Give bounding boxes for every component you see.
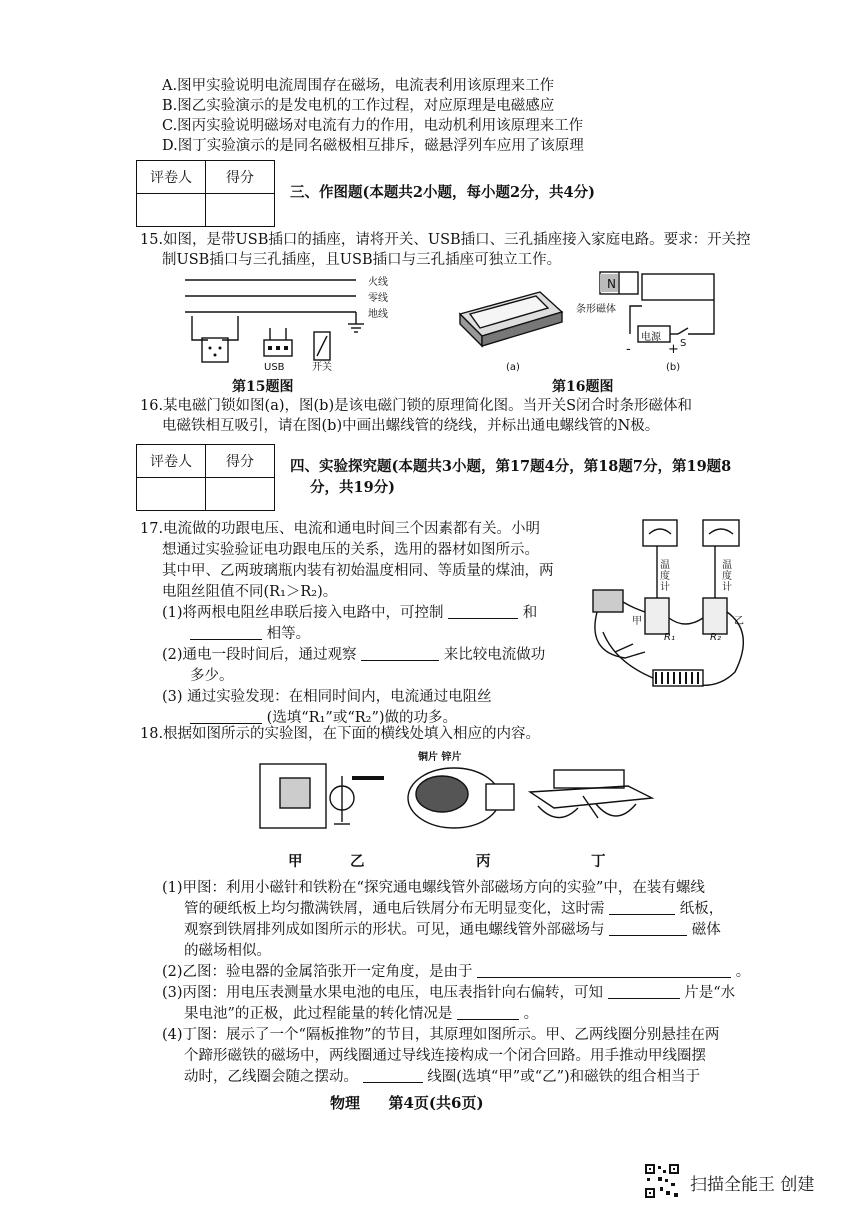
q15-line2: 制USB插口与三孔插座，且USB插口与三孔插座可独立工作。 xyxy=(162,252,562,268)
q17-sub2-text: (2)通电一段时间后，通过观察 xyxy=(162,647,357,663)
q18-p2-end: 。 xyxy=(735,964,751,980)
q17-sub1-cont xyxy=(190,624,310,644)
q18-p1-line4: 的磁场相似。 xyxy=(184,943,271,959)
q18-p4-text: 动时，乙线圈会随之摆动。 xyxy=(184,1069,358,1085)
q18-experiments-figure xyxy=(258,758,658,838)
qr-code-icon xyxy=(644,1163,680,1199)
score-header: 得分 xyxy=(206,445,275,478)
q18-p2-text: (2)乙图：验电器的金属箔张开一定角度，是由于 xyxy=(162,964,473,980)
q17-line3: 其中甲、乙两玻璃瓶内装有初始温度相同、等质量的煤油，两 xyxy=(162,563,554,579)
n-pole-label: N xyxy=(607,277,616,291)
reviewer-cell xyxy=(137,194,206,227)
r1-label: R₁ xyxy=(664,632,675,643)
thermometer-label-2: 温度计 xyxy=(722,560,732,593)
q17-line2: 想通过实验验证电功跟电压的关系，选用的器材如图所示。 xyxy=(162,542,539,558)
q18-p1-line3 xyxy=(184,920,721,940)
q18-p3-end: 。 xyxy=(523,1006,539,1022)
bottle-jia-label: 甲 xyxy=(632,616,642,627)
section-4-title-1: 四、实验探究题(本题共3小题，第17题4分，第18题7分，第19题8 xyxy=(290,458,732,475)
q16-line2: 电磁铁相互吸引，请在图(b)中画出螺线管的绕线，并标出通电螺线管的N极。 xyxy=(162,418,660,434)
q17-sub3-end: (选填“R₁”或“R₂”)做的功多。 xyxy=(266,710,458,726)
q18-blank-1[interactable] xyxy=(609,900,675,915)
thermometer-label-1: 温度计 xyxy=(660,560,670,593)
q18-p1-text2: 观察到铁屑排列成如图所示的形状。可见，通电螺线管外部磁场与 xyxy=(184,922,605,938)
option-d: D.图丁实验演示的是同名磁极相互排斥，磁悬浮列车应用了该原理 xyxy=(162,138,584,154)
section-4-title-2: 分，共19分) xyxy=(310,479,396,496)
q17-sub3: (3) 通过实验发现：在相同时间内，电流通过电阻丝 xyxy=(162,689,492,705)
q17-sub1 xyxy=(162,603,537,623)
q17-sub2 xyxy=(162,645,545,665)
q16-line1: 16.某电磁门锁如图(a)，图(b)是该电磁门锁的原理简化图。当开关S闭合时条形磁体和 xyxy=(140,398,693,414)
q18-intro: 18.根据如图所示的实验图，在下面的横线处填入相应的内容。 xyxy=(140,726,541,742)
fig-label-yi: 乙 xyxy=(350,853,365,870)
score-cell xyxy=(206,478,275,511)
q17-blank-1[interactable] xyxy=(448,604,518,619)
q15-caption: 第15题图 xyxy=(232,379,294,395)
switch-label: 开关 xyxy=(312,362,332,373)
q18-p3-text: (3)丙图：用电压表测量水果电池的电压，电压表指针向右偏转，可知 xyxy=(162,985,604,1001)
q18-p3-line2 xyxy=(184,1004,538,1024)
fig-a-label: (a) xyxy=(506,362,520,373)
q18-p1-board: 纸板， xyxy=(679,901,724,917)
q18-p1-magnet: 磁体 xyxy=(691,922,721,938)
q16-caption: 第16题图 xyxy=(552,379,614,395)
plus-label: + xyxy=(668,342,679,357)
door-lock-image xyxy=(450,284,570,354)
reviewer-cell xyxy=(137,478,206,511)
q18-blank-5[interactable] xyxy=(457,1005,519,1020)
option-c: C.图丙实验说明磁场对电流有力的作用，电动机利用该原理来工作 xyxy=(162,118,584,134)
q17-apparatus-figure xyxy=(585,512,745,702)
reviewer-header: 评卷人 xyxy=(137,161,206,194)
q18-blank-4[interactable] xyxy=(608,984,680,999)
usb-label: USB xyxy=(264,362,285,373)
electromagnet-diagram xyxy=(578,266,728,376)
q17-line4: 电阻丝阻值不同(R₁＞R₂)。 xyxy=(162,584,338,600)
q17-sub2-end: 多少。 xyxy=(190,668,234,684)
q17-sub1-end: 相等。 xyxy=(266,626,311,642)
minus-label: - xyxy=(626,342,631,357)
q18-p4-line3 xyxy=(184,1067,700,1087)
q17-line1: 17.电流做的功跟电压、电流和通电时间三个因素都有关。小明 xyxy=(140,521,541,537)
score-table-4 xyxy=(136,444,275,511)
ground-wire-label: 地线 xyxy=(368,309,388,320)
option-b: B.图乙实验演示的是发电机的工作过程，对应原理是电磁感应 xyxy=(162,98,555,114)
q18-p3-mid: 片是“水 xyxy=(684,985,736,1001)
q17-blank-2[interactable] xyxy=(190,625,262,640)
q18-p4-line2: 个蹄形磁铁的磁场中，两线圈通过导线连接构成一个闭合回路。用手推动甲线圈摆 xyxy=(184,1048,706,1064)
copper-zinc-label: 铜片 锌片 xyxy=(418,752,462,763)
zero-wire-label: 零线 xyxy=(368,293,388,304)
q18-blank-3[interactable] xyxy=(477,963,731,978)
footer-page: 第4页(共6页) xyxy=(388,1094,484,1112)
q18-p4-end: 线圈(选填“甲”或“乙”)和磁铁的组合相当于 xyxy=(427,1069,701,1085)
fig-label-jia: 甲 xyxy=(288,853,303,870)
page-footer xyxy=(330,1092,484,1113)
q18-p3-line1 xyxy=(162,983,735,1003)
q17-sub1-and: 和 xyxy=(522,605,538,621)
section-3-title: 三、作图题(本题共2小题，每小题2分，共4分) xyxy=(290,184,595,201)
power-label: 电源 xyxy=(641,332,661,343)
q17-blank-4[interactable] xyxy=(190,709,262,724)
q18-blank-2[interactable] xyxy=(609,921,687,936)
score-header: 得分 xyxy=(206,161,275,194)
q18-p4-line1: (4)丁图：展示了一个“隔板推物”的节目，其原理如图所示。甲、乙两线圈分别悬挂在两 xyxy=(162,1027,720,1043)
q17-sub1-text: (1)将两根电阻丝串联后接入电路中，可控制 xyxy=(162,605,444,621)
q18-p2 xyxy=(162,962,750,982)
q17-blank-3[interactable] xyxy=(361,646,439,661)
fire-wire-label: 火线 xyxy=(368,277,388,288)
q18-p1-line1: (1)甲图：利用小磁针和铁粉在“探究通电螺线管外部磁场方向的实验”中，在装有螺线 xyxy=(162,880,705,896)
q17-sub2-mid: 来比较电流做功 xyxy=(443,647,546,663)
q18-p1-text: 管的硬纸板上均匀撒满铁屑，通电后铁屑分布无明显变化，这时需 xyxy=(184,901,605,917)
score-table-3 xyxy=(136,160,275,227)
q18-blank-6[interactable] xyxy=(363,1068,423,1083)
bottle-yi-label: 乙 xyxy=(734,616,744,627)
bar-magnet-label: 条形磁体 xyxy=(576,304,616,315)
q18-p3-text2: 果电池”的正极，此过程能量的转化情况是 xyxy=(184,1006,453,1022)
fig-label-bing: 丙 xyxy=(476,853,491,870)
fig-b-label: (b) xyxy=(666,362,681,373)
q15-line1: 15.如图，是带USB插口的插座，请将开关、USB插口、三孔插座接入家庭电路。要求：开关控 xyxy=(140,232,751,248)
q18-p1-line2 xyxy=(184,899,723,919)
fig-label-ding: 丁 xyxy=(591,853,606,870)
switch-s-label: S xyxy=(680,338,687,349)
score-cell xyxy=(206,194,275,227)
footer-subject: 物理 xyxy=(330,1094,361,1112)
reviewer-header: 评卷人 xyxy=(137,445,206,478)
scanner-watermark: 扫描全能王 创建 xyxy=(690,1175,815,1195)
option-a: A.图甲实验说明电流周围存在磁场，电流表利用该原理来工作 xyxy=(162,78,555,94)
r2-label: R₂ xyxy=(710,632,721,643)
